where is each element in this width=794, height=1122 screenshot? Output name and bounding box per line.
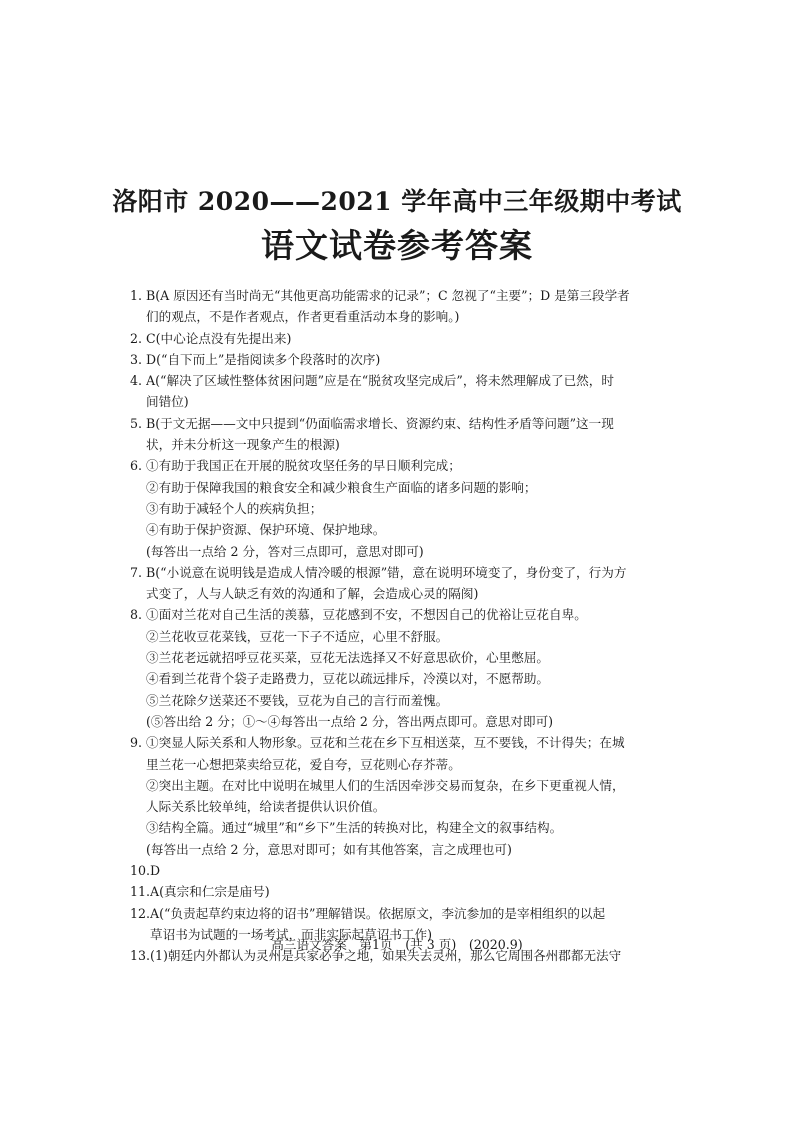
answer-text	[146, 732, 667, 860]
answer-line: 式变了，人与人缺乏有效的沟通和了解，会造成心灵的隔阂)	[146, 586, 479, 602]
answer-line: 草诏书为试题的一场考试，而非实际起草诏书工作)	[150, 926, 433, 942]
answer-number: 13.	[130, 948, 151, 964]
answer-line: ④有助于保护资源、保护环境、保护地球。	[146, 522, 386, 538]
answer-number: 11.	[130, 884, 151, 900]
exam-title: 洛阳市 2020——2021 学年高中三年级期中考试	[112, 187, 682, 216]
answer-line: 人际关系比较单纯，给读者提供认识价值。	[146, 799, 386, 815]
answer-item	[130, 370, 667, 413]
answer-line: A(“负责起草约束边将的诏书”理解错误。依据原文，李沆参加的是宰相组织的以起	[150, 905, 606, 921]
answer-line: (1)朝廷内外都认为灵州是兵家必争之地，如果失去灵州，那么它周围各州郡都无法守	[150, 948, 622, 964]
answer-line: A(真宗和仁宗是庙号)	[150, 884, 270, 900]
answer-number: 10.	[130, 863, 151, 879]
answer-number: 9.	[130, 735, 143, 751]
answer-line: ③结构全篇。通过“城里”和“乡下”生活的转换对比，构建全文的叙事结构。	[146, 820, 563, 836]
answer-text	[146, 349, 667, 370]
answer-line: ②兰花收豆花菜钱，豆花一下子不适应，心里不舒服。	[146, 628, 449, 644]
answer-number: 12.	[130, 905, 151, 921]
answer-text	[150, 860, 667, 881]
answer-item	[130, 732, 667, 860]
answer-line: ①面对兰花对自己生活的羡慕，豆花感到不安，不想因自己的优裕让豆花自卑。	[146, 607, 587, 623]
answer-item	[130, 562, 667, 605]
answer-text	[150, 881, 667, 902]
answer-line: B(A 原因还有当时尚无“其他更高功能需求的记录”；C 忽视了“主要”；D 是第三段学者	[146, 288, 630, 303]
answer-text	[146, 562, 667, 605]
answer-text	[146, 604, 667, 732]
answer-list	[130, 285, 667, 967]
answer-number: 4.	[130, 373, 143, 389]
answer-line: B(“小说意在说明钱是造成人情冷暖的根源”错，意在说明环境变了，身份变了，行为方	[146, 564, 627, 580]
answer-item	[130, 349, 667, 370]
answer-line: ⑤兰花除夕送菜还不要钱，豆花为自己的言行而羞愧。	[146, 692, 449, 708]
answer-line: ②有助于保障我国的粮食安全和减少粮食生产面临的诸多问题的影响；	[146, 479, 537, 495]
answer-line: ③兰花老远就招呼豆花买菜，豆花无法选择又不好意思砍价，心里憋屈。	[146, 650, 549, 666]
answer-line: (⑤答出给 2 分；①～④每答出一点给 2 分，答出两点即可。意思对即可)	[146, 713, 554, 729]
page-footer: 高三语文答案 第1页 (共 3 页) (2020.9)	[271, 937, 523, 952]
answer-text	[146, 285, 667, 328]
answer-item	[130, 285, 667, 328]
answer-line: B(于文无据——文中只提到“仍面临需求增长、资源约束、结构性矛盾等问题”这一现	[146, 415, 614, 431]
answer-item	[130, 881, 667, 902]
answer-text	[146, 413, 667, 456]
answer-line: ①有助于我国正在开展的脱贫攻坚任务的早日顺利完成；	[146, 458, 461, 474]
answer-text	[146, 370, 667, 413]
answer-line: D	[150, 863, 161, 879]
answer-number: 1.	[130, 288, 143, 303]
answer-line: (每答出一点给 2 分，意思对即可；如有其他答案，言之成理也可)	[146, 841, 512, 857]
answer-text	[146, 455, 667, 561]
answer-text	[146, 328, 667, 349]
answer-number: 8.	[130, 607, 143, 623]
answer-item	[130, 455, 667, 561]
answer-number: 6.	[130, 458, 143, 474]
answer-line: A(“解决了区域性整体贫困问题”应是在“脱贫攻坚完成后”，将未然理解成了已然，时	[146, 373, 614, 389]
answer-line: ③有助于减轻个人的疾病负担；	[146, 500, 323, 516]
answer-line: D(“自下而上”是指阅读多个段落时的次序)	[146, 351, 381, 367]
answer-line: C(中心论点没有先提出来)	[146, 330, 292, 346]
answer-number: 7.	[130, 564, 143, 580]
answer-number: 2.	[130, 330, 143, 346]
answer-number: 3.	[130, 351, 143, 367]
answer-line: 间错位)	[146, 394, 189, 410]
answer-line: 状，并未分析这一现象产生的根源)	[146, 437, 340, 453]
document-title: 语文试卷参考答案	[261, 226, 533, 265]
answer-item	[130, 604, 667, 732]
answer-line: ①突显人际关系和人物形象。豆花和兰花在乡下互相送菜，互不要钱，不计得失；在城	[146, 735, 625, 751]
answer-line: (每答出一点给 2 分，答对三点即可，意思对即可)	[146, 543, 424, 559]
answer-item	[130, 413, 667, 456]
answer-item	[130, 328, 667, 349]
answer-line: ④看到兰花背个袋子走路费力，豆花以疏远排斥，冷漠以对，不愿帮助。	[146, 671, 549, 687]
answer-line: 里兰花一心想把菜卖给豆花，爱自夸，豆花则心存芥蒂。	[146, 756, 461, 772]
answer-line: 们的观点，不是作者观点，作者更看重活动本身的影响。)	[146, 309, 460, 325]
answer-number: 5.	[130, 415, 143, 431]
answer-item	[130, 860, 667, 881]
answer-line: ②突出主题。在对比中说明在城里人们的生活因牵涉交易而复杂，在乡下更重视人情，	[146, 777, 625, 793]
